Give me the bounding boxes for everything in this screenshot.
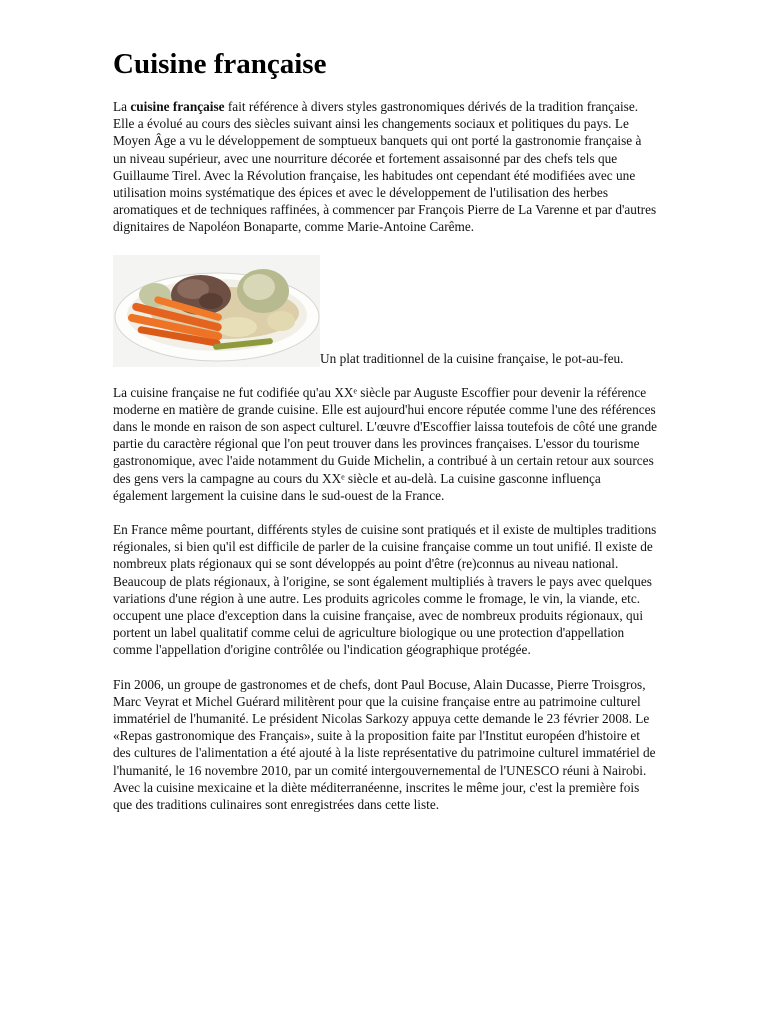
intro-paragraph	[113, 98, 658, 236]
body-paragraph-1: La cuisine française ne fut codifiée qu'au XXᵉ siècle par Auguste Escoffier pour devenir la référence moderne en matière de grande cuisine. Elle est aujourd'hui encore réputée comme l'une des références dans le monde en raison de son aspect culturel. L'œuvre d'Escoffier laissa toutefois de côté une grande partie du caractère régional que l'on peut trouver dans les provinces françaises. L'essor du tourisme gastronomique, avec l'aide notamment du Guide Michelin, a contribué à un certain retour aux sources des gens vers la campagne au cours du XXᵉ siècle et au-delà. La cuisine gasconne influença également largement la cuisine dans le sud-ouest de la France.	[113, 384, 657, 503]
page-title: Cuisine française	[113, 48, 327, 80]
document-page	[113, 46, 658, 830]
body-paragraph-2: En France même pourtant, différents styles de cuisine sont pratiqués et il existe de multiples traditions régionales, si bien qu'il est difficile de parler de la cuisine française comme un tout unifié. Il existe de nombreux plats régionaux qui se sont développés au point d'être (re)connus au niveau national. Beaucoup de plats régionaux, à l'origine, se sont également multipliés à travers le pays avec quelques variations d'une région à une autre. Les produits agricoles comme le fromage, le vin, la viande, etc. occupent une place d'exception dans la cuisine française, avec de nombreux produits régionaux, qui portent un label qualitatif comme celui de agriculture biologique ou une protection d'appellation comme l'appellation d'origine contrôlée ou l'indication géographique protégée.	[113, 522, 657, 658]
intro-bold-term: cuisine française	[130, 99, 225, 114]
body-paragraph-3: Fin 2006, un groupe de gastronomes et de chefs, dont Paul Bocuse, Alain Ducasse, Pierre Troisgros, Marc Veyrat et Michel Guérard militèrent pour que la cuisine française entre au patrimoine culturel immatériel de l'humanité. Le président Nicolas Sarkozy appuya cette demande le 23 février 2008. Le «Repas gastronomique des Français», suite à la proposition faite par l'Institut européen d'histoire et des cultures de l'alimentation a été ajouté à la liste représentative du patrimoine culturel immatériel de l'humanité, le 16 novembre 2010, par un comité intergouvernemental de l'UNESCO réuni à Nairobi. Avec la cuisine mexicaine et la diète méditerranéenne, inscrites le même jour, c'est la première fois que des traditions culinaires sont enregistrées dans cette liste.	[113, 676, 656, 813]
figure	[113, 253, 658, 367]
intro-lead: La	[113, 99, 131, 114]
figure-caption: Un plat traditionnel de la cuisine française, le pot-au-feu.	[320, 350, 624, 366]
intro-rest: fait référence à divers styles gastronomiques dérivés de la tradition française. Elle a évolué au cours des siècles suivant ainsi les changements sociaux et politiques du pays. Le Moyen Âge a vu le développement de somptueux banquets qui ont porté la gastronomie française à un niveau supérieur, avec une nourriture décorée et fortement assaisonné par des chefs tels que Guillaume Tirel. Avec la Révolution française, les habitudes ont cependant été modifiées avec une utilisation moins systématique des épices et avec le développement de l'utilisation des herbes aromatiques et de techniques raffinées, à commencer par François Pierre de La Varenne et par d'autres dignitaires de Napoléon Bonaparte, comme Marie-Antoine Carême.	[113, 99, 657, 235]
pot-au-feu-photo	[113, 255, 320, 367]
